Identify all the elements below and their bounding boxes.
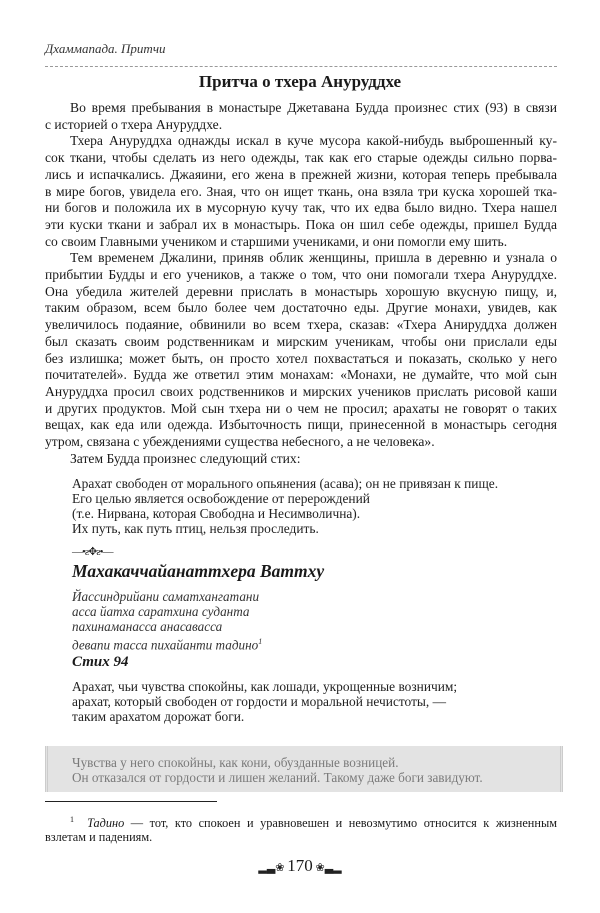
body-line: Тхера Ануруддха однажды искал в куче мусора какой-нибудь выброшенный ку- (70, 133, 557, 149)
footnote-rule (45, 801, 217, 802)
body-line: был сказать своим родственникам и мирским ученикам, чтобы они прислали еды (45, 333, 557, 349)
page-number-block (0, 855, 600, 879)
boxed-verse-line: Он отказался от гордости и лишен желаний. Такому даже боги завидуют. (72, 769, 483, 785)
boxed-verse-line: Чувства у него спокойны, как кони, обузданные возницей. (72, 754, 399, 770)
pali-line: асса йатха саратхина суданта (72, 603, 250, 619)
ornament-divider: —•ƨ✥ƨ•— (72, 546, 113, 558)
body-line: Затем Будда произнес следующий стих: (70, 450, 301, 466)
footnote-reference: 1 (258, 636, 263, 646)
body-line: эти куски ткани и забрал их в монастырь. Пока он шил себе одежды, пришел Будда (45, 216, 557, 232)
verse-line: таким арахатом дорожат боги. (72, 708, 245, 724)
body-line: почитателей». Будда же ответил этим монахам: «Монахи, не думайте, что мой сын (45, 367, 557, 383)
ornament-right-icon: ❀▃▂ (312, 862, 342, 874)
verse-line: арахат, который свободен от гордости и моральной нечистоты, — (72, 693, 447, 709)
body-line: утром, связана с убеждениями существа небесного, а не человека». (45, 434, 435, 449)
verse-line: Их путь, как путь птиц, нельзя проследить. (72, 520, 319, 536)
body-line: Тем временем Джалини, приняв облик женщины, пришла в деревню и узнала о (70, 250, 557, 266)
page-title: Притча о тхера Ануруддхе (198, 72, 402, 91)
verse-line: Его целью является освобождение от перерождений (72, 490, 370, 506)
verse-line: Арахат, чьи чувства спокойны, как лошади, укрощенные возничим; (72, 678, 458, 694)
body-line: вещах, как еда или одежда. Избыточность пищи, принесенной в монастырь сегодня (45, 417, 557, 433)
pali-line: пахинаманасса анасавасса (72, 618, 223, 634)
body-line: Ануруддха просил своих родственников и мирских учеников прислать рисовой каши (45, 383, 557, 399)
footnote-term: Тадино (87, 816, 125, 831)
body-line: лись и испачкались. Джаяини, его жена в прежней жизни, которая теперь пребывала (45, 166, 557, 182)
verse-line: Арахат свободен от морального опьянения (асава); он не привязан к пище. (72, 475, 499, 491)
page-number: 170 (287, 856, 313, 875)
footnote-text: — тот, кто спокоен и уравновешен и невозмутимо относится к жизненным (124, 816, 557, 831)
body-line: Она убедила жителей деревни прислать в монастырь хорошую вкусную пищу, и, (45, 283, 557, 299)
body-line: таким образом, всем было более чем достаточно еды. Другие монахи, увидев, как (45, 300, 557, 316)
ornament-left-icon: ▂▃❀ (258, 862, 288, 874)
body-line: ни богов и положила их в мусорную кучу так, что их едва было видно. Тхера нашел (45, 200, 557, 216)
body-line: сок ткани, чтобы сделать из него одежды, так как его старые одежды сильно порва- (45, 150, 557, 166)
body-line: увеличилось подаяние, обвинили во всем тхера, сказав: «Тхера Анируддха должен (45, 317, 557, 333)
body-line: и других продуктов. Мой сын тхера ни о чем не просил; арахаты не говорят о таких (45, 400, 557, 416)
body-line: со своим Главными учеником и старшими учениками, и они помогли ему шить. (45, 233, 508, 249)
body-line: с историей о тхера Ануруддхе. (45, 116, 223, 132)
section-heading: Махакаччайанаттхера Ваттху (72, 561, 325, 581)
body-line: в мире богов, увидела его. Зная, что он ищет ткань, она взяла три куска хорошей тка- (45, 183, 557, 199)
body-line: Во время пребывания в монастыре Джетавана Будда произнес стих (93) в связи (70, 100, 557, 115)
pali-line: Йассиндрийани саматхангатани (72, 588, 260, 604)
verse-line: (т.е. Нирвана, которая Свободна и Несимволична). (72, 505, 361, 521)
footnote-mark: 1 (70, 815, 74, 824)
running-head: Дхаммапада. Притчи (45, 41, 166, 56)
header-rule (45, 66, 557, 67)
footnote-line-2: взлетам и падениям. (45, 830, 153, 844)
verse-heading: Стих 94 (72, 654, 129, 670)
pali-line: девапи тасса пихайанти тадино$^1$ (72, 636, 263, 652)
body-line: без излишка; может быть, он просто хотел похвастаться и показать, сколько у него (45, 350, 557, 366)
body-line: прибытии Будды и его учеников, а также о том, что они помогали тхера Ануруддхе. (45, 267, 557, 282)
